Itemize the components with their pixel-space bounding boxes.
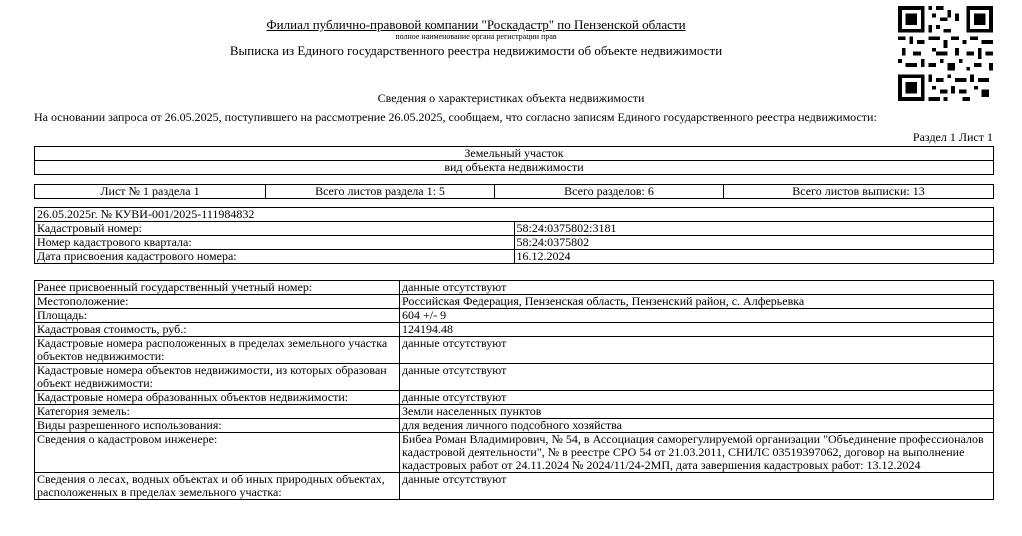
table-row [35, 250, 994, 264]
field-value: данные отсутствуют [400, 473, 994, 500]
field-value: Российская Федерация, Пензенская область, Пензенский район, с. Алферьевка [400, 295, 994, 309]
field-label: Сведения о лесах, водных объектах и об иных природных объектах, расположенных в пределах земельного участка: [35, 473, 400, 500]
field-value: 124194.48 [400, 323, 994, 337]
table-row [35, 281, 994, 295]
section-title: Сведения о характеристиках объекта недвижимости [377, 91, 645, 105]
table-row [35, 309, 994, 323]
field-label: Местоположение: [35, 295, 400, 309]
field-label: Кадастровые номера объектов недвижимости, из которых образован объект недвижимости: [35, 364, 400, 391]
field-value: 58:24:0375802 [514, 236, 994, 250]
document-title: Выписка из Единого государственного реестра недвижимости об объекте недвижимости [229, 43, 723, 58]
table-row [35, 364, 994, 391]
field-label: Площадь: [35, 309, 400, 323]
field-label: Дата присвоения кадастрового номера: [35, 250, 515, 264]
sheet-number: Лист № 1 раздела 1 [35, 185, 266, 199]
section-sheets-count: Всего листов раздела 1: 5 [266, 185, 495, 199]
field-value: 16.12.2024 [514, 250, 994, 264]
field-value: данные отсутствуют [400, 391, 994, 405]
characteristics-table [34, 280, 994, 500]
field-value: данные отсутствуют [400, 281, 994, 295]
table-row [35, 323, 994, 337]
field-value: Земли населенных пунктов [400, 405, 994, 419]
table-row [35, 222, 994, 236]
table-row [35, 419, 994, 433]
registration-table [34, 207, 994, 264]
field-label: Сведения о кадастровом инженере: [35, 433, 400, 473]
sections-count: Всего разделов: 6 [495, 185, 724, 199]
field-value: 58:24:0375802:3181 [514, 222, 994, 236]
basis-text: На основании запроса от 26.05.2025, поступившего на рассмотрение 26.05.2025, сообщаем, что согласно записям Единого государственного реестра недвижимости: [34, 110, 877, 124]
table-row [35, 295, 994, 309]
field-label: Категория земель: [35, 405, 400, 419]
field-label: Кадастровые номера образованных объектов недвижимости: [35, 391, 400, 405]
section-sheet-label: Раздел 1 Лист 1 [912, 130, 993, 144]
organization-name: Филиал публично-правовой компании "Роскадастр" по Пензенской области [266, 17, 686, 32]
field-label: Кадастровые номера расположенных в пределах земельного участка объектов недвижимости: [35, 337, 400, 364]
object-type-table [34, 146, 994, 175]
table-row [35, 337, 994, 364]
table-row [35, 405, 994, 419]
field-label: Виды разрешенного использования: [35, 419, 400, 433]
field-label: Номер кадастрового квартала: [35, 236, 515, 250]
sheet-info-table [34, 184, 994, 199]
table-row [35, 236, 994, 250]
table-row [35, 433, 994, 473]
field-value: данные отсутствуют [400, 337, 994, 364]
table-row [35, 391, 994, 405]
request-id: 26.05.2025г. № КУВИ-001/2025-111984832 [35, 208, 994, 222]
total-sheets-count: Всего листов выписки: 13 [724, 185, 994, 199]
field-label: Ранее присвоенный государственный учетный номер: [35, 281, 400, 295]
field-label: Кадастровая стоимость, руб.: [35, 323, 400, 337]
object-type-caption: вид объекта недвижимости [35, 161, 994, 175]
qr-code [898, 6, 993, 101]
field-value: 604 +/- 9 [400, 309, 994, 323]
object-type: Земельный участок [35, 147, 994, 161]
field-value: для ведения личного подсобного хозяйства [400, 419, 994, 433]
field-value: Бибеа Роман Владимирович, № 54, в Ассоциация саморегулируемой организации "Объединение профессионалов кадастровой деятельности", № в реестре СРО 54 от 21.03.2011, СНИЛС 03519397062, договор на выполнение кадастровых работ от 24.11.2024 № 2024/11/24-2МП, дата завершения кадастровых работ: 13.12.2024 [400, 433, 994, 473]
field-label: Кадастровый номер: [35, 222, 515, 236]
table-row [35, 473, 994, 500]
organization-caption: полное наименование органа регистрации прав [395, 32, 557, 41]
field-value: данные отсутствуют [400, 364, 994, 391]
